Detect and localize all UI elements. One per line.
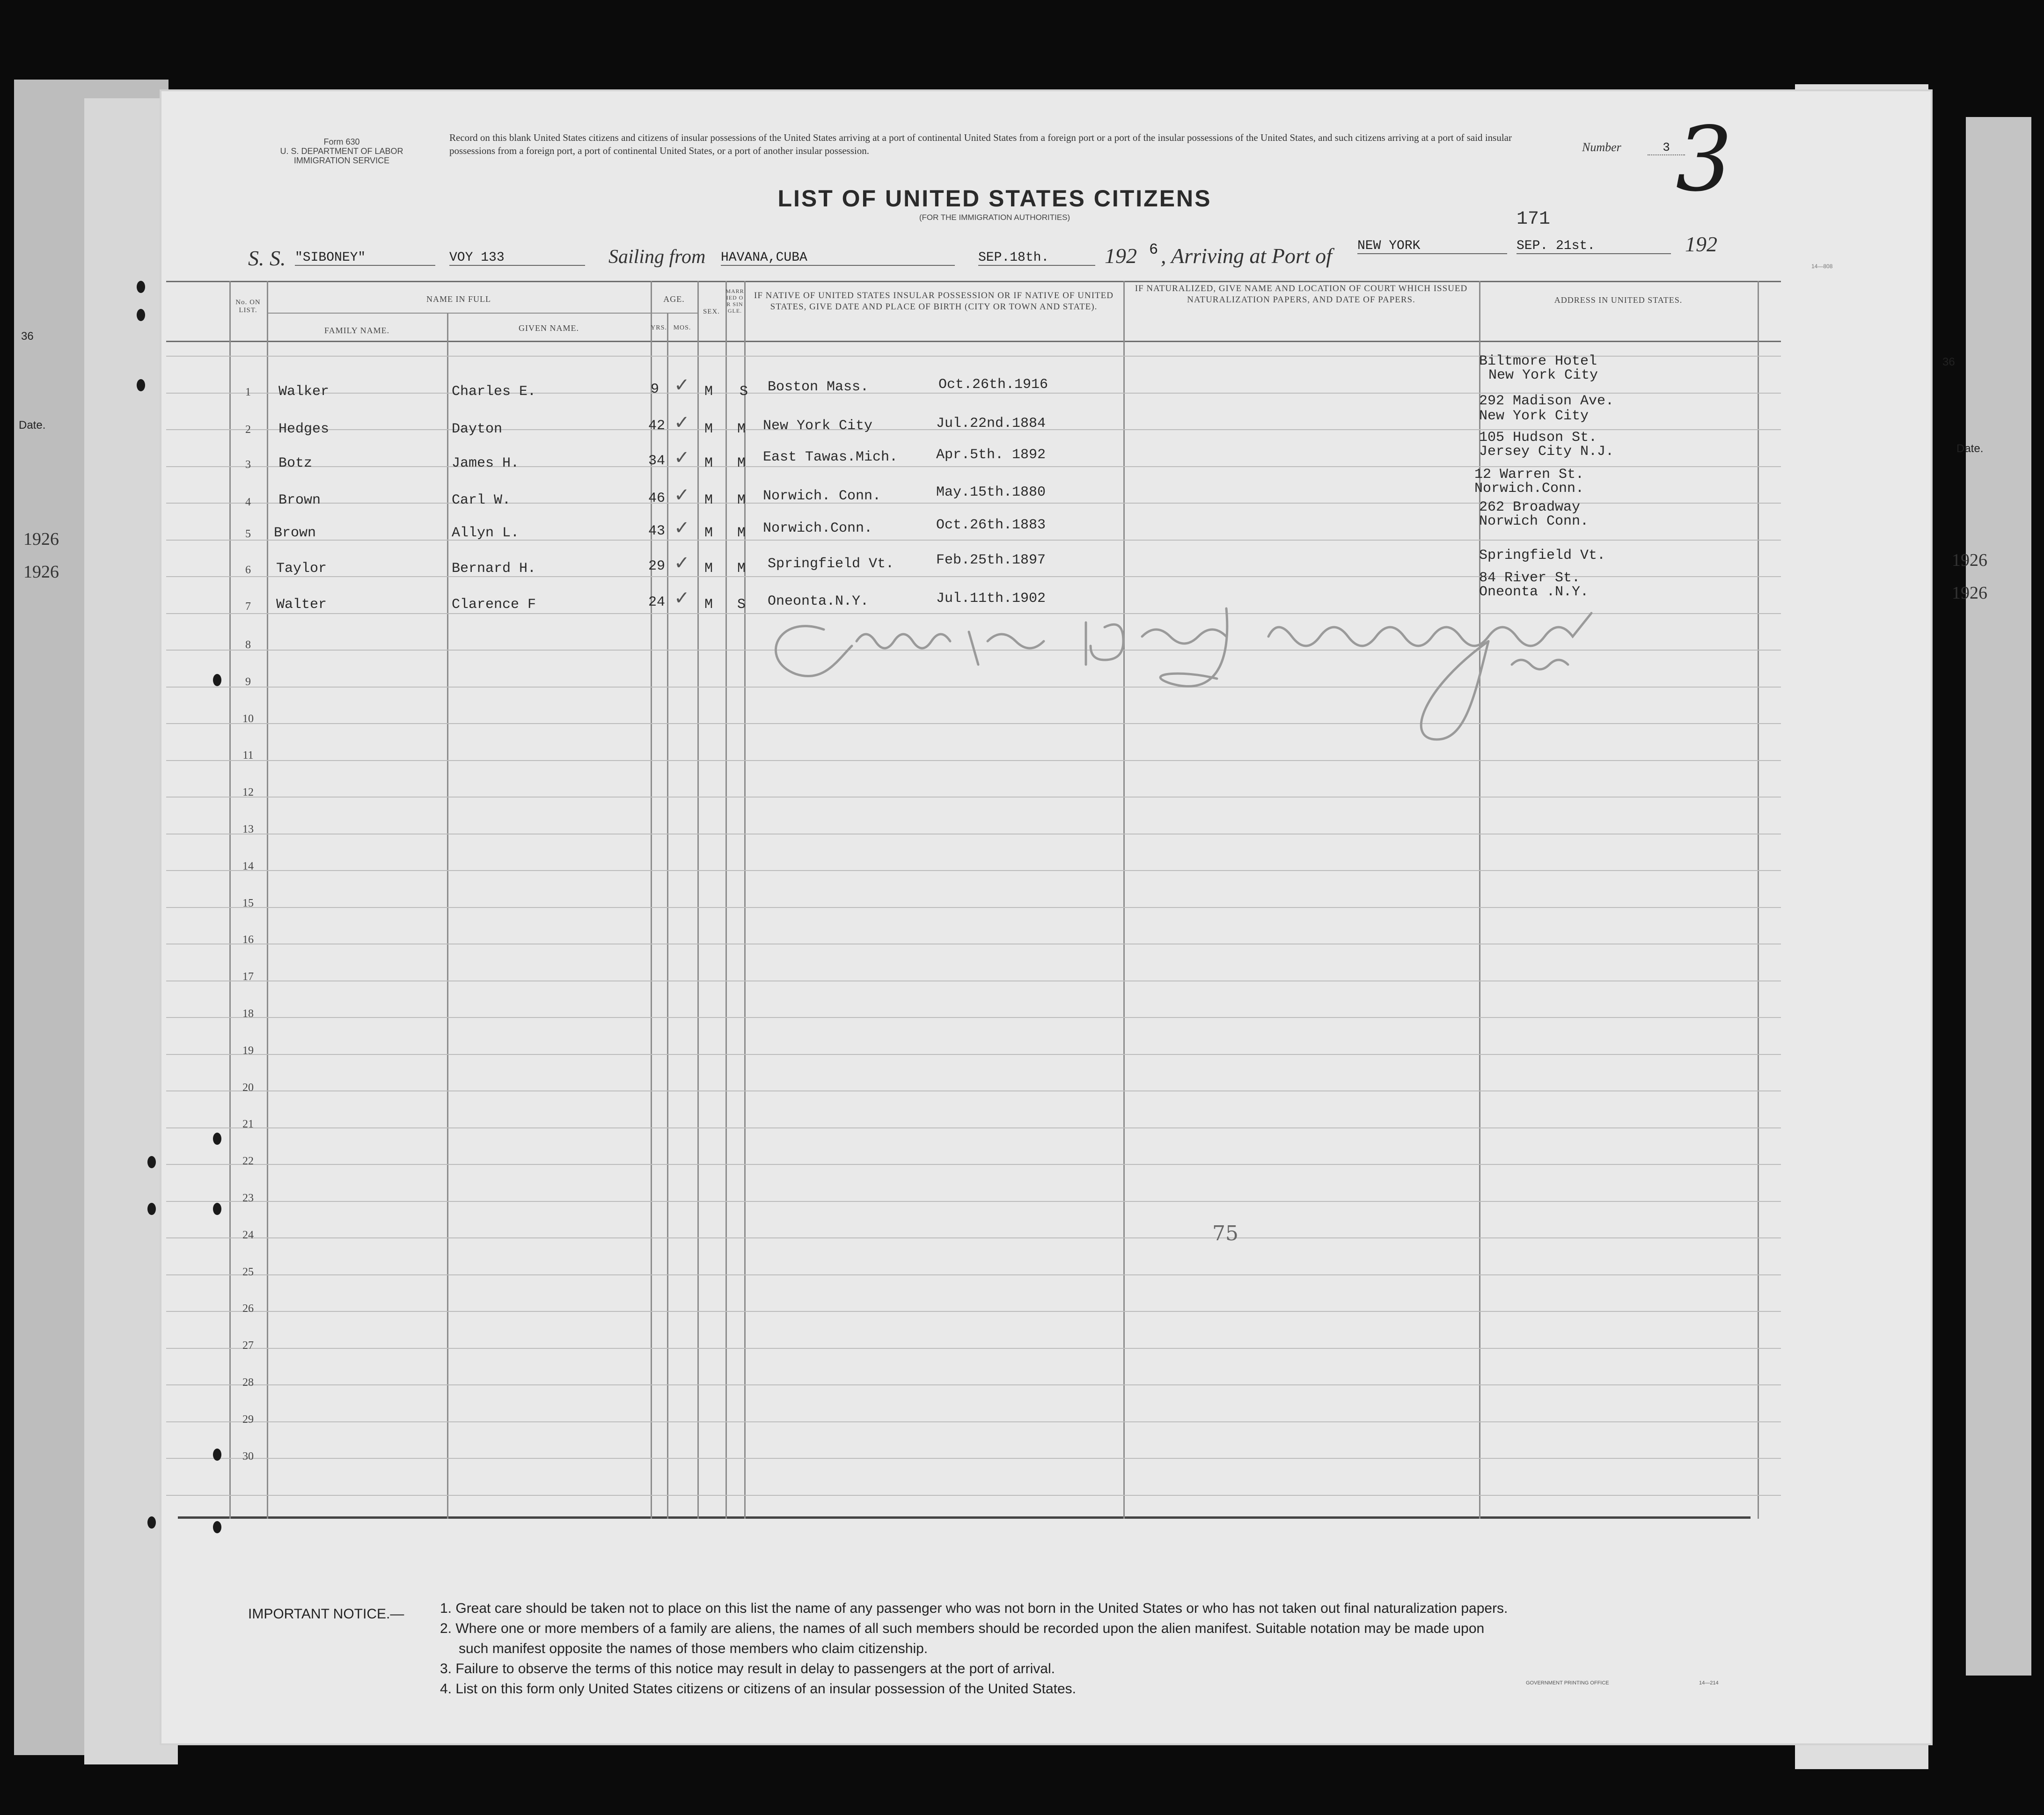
row-number: 4 xyxy=(245,496,251,508)
page-title: LIST OF UNITED STATES CITIZENS xyxy=(777,185,1212,212)
punch-hole xyxy=(213,1203,221,1215)
age-years: 29 xyxy=(648,558,666,574)
name-subheader-line xyxy=(267,313,651,314)
punch-hole xyxy=(137,309,145,321)
check-mark: ✓ xyxy=(674,484,690,506)
row-number: 20 xyxy=(242,1082,254,1094)
department: U. S. DEPARTMENT OF LABOR xyxy=(280,146,403,156)
married: M xyxy=(737,561,746,577)
printer-office-code: 14—214 xyxy=(1699,1680,1719,1686)
address-line-2: Jersey City N.J. xyxy=(1479,444,1614,460)
birth-place: Boston Mass. xyxy=(768,379,869,395)
given-name: Clarence F xyxy=(452,597,536,613)
col-header-name: NAME IN FULL xyxy=(426,294,491,304)
row-line xyxy=(166,1495,1781,1496)
sailing-label: Sailing from xyxy=(608,246,706,268)
left-year-2: 1926 xyxy=(23,562,59,582)
handwritten-annotation xyxy=(758,604,1685,744)
birth-place: Springfield Vt. xyxy=(768,556,894,572)
punch-hole xyxy=(213,1449,221,1461)
row-number: 10 xyxy=(242,713,254,725)
row-line xyxy=(166,797,1781,798)
table-header-border xyxy=(166,341,1781,342)
left-year-1: 1926 xyxy=(23,529,59,549)
row-number: 24 xyxy=(242,1229,254,1241)
punch-hole xyxy=(147,1156,156,1168)
married: M xyxy=(737,421,746,437)
row-line xyxy=(166,1384,1781,1385)
number-value: 3 xyxy=(1648,140,1685,155)
given-name: Charles E. xyxy=(452,384,536,400)
notice-heading: IMPORTANT NOTICE.— xyxy=(248,1606,404,1622)
age-years: 43 xyxy=(648,523,666,539)
sailing-from: HAVANA,CUBA xyxy=(721,250,955,266)
row-number: 2 xyxy=(245,424,251,436)
age-years: 46 xyxy=(648,490,666,506)
page-subtitle: (FOR THE IMMIGRATION AUTHORITIES) xyxy=(919,213,1070,222)
right-page-number: 36 xyxy=(1942,356,1955,368)
printer-office: GOVERNMENT PRINTING OFFICE xyxy=(1526,1680,1609,1686)
underlying-page-right xyxy=(1966,117,2031,1676)
age-years: 34 xyxy=(648,453,666,469)
age-years: 42 xyxy=(648,418,666,434)
row-number: 6 xyxy=(245,564,251,576)
married: S xyxy=(740,384,748,400)
birth-place: Norwich.Conn. xyxy=(763,520,873,536)
row-number: 3 xyxy=(245,459,251,471)
family-name: Taylor xyxy=(276,561,327,577)
birth-date: Oct.26th.1916 xyxy=(938,377,1048,393)
family-name: Walter xyxy=(276,597,327,613)
address-line-1: 262 Broadway xyxy=(1479,499,1581,515)
sex: M xyxy=(704,525,713,541)
form-number: Form 630 xyxy=(323,137,360,146)
row-line xyxy=(166,1421,1781,1422)
address-line-2: New York City xyxy=(1479,408,1589,424)
punch-hole xyxy=(137,379,145,391)
check-mark: ✓ xyxy=(674,412,690,433)
row-line xyxy=(166,1237,1781,1238)
punch-hole xyxy=(213,1521,221,1533)
row-line xyxy=(166,1017,1781,1018)
row-number: 8 xyxy=(245,639,251,651)
row-number: 28 xyxy=(242,1376,254,1389)
table-bottom-border xyxy=(178,1516,1751,1519)
check-mark: ✓ xyxy=(674,517,690,539)
sex: M xyxy=(704,561,713,577)
check-mark: ✓ xyxy=(674,552,690,574)
row-number: 29 xyxy=(242,1413,254,1426)
handwritten-number: 3 xyxy=(1676,108,1732,211)
row-line xyxy=(166,1458,1781,1459)
row-number: 17 xyxy=(242,971,254,983)
ss-label: S. S. xyxy=(248,246,286,270)
sex: M xyxy=(704,421,713,437)
number-label: Number xyxy=(1582,140,1621,154)
row-number: 25 xyxy=(242,1266,254,1278)
sex: M xyxy=(704,455,713,471)
col-line xyxy=(667,314,668,1519)
married: M xyxy=(737,492,746,508)
col-header-age: AGE. xyxy=(663,294,685,304)
family-name: Brown xyxy=(274,525,316,541)
birth-place: Oneonta.N.Y. xyxy=(768,593,869,609)
row-number: 14 xyxy=(242,860,254,872)
arriving-date: SEP. 21st. xyxy=(1517,239,1671,254)
married: M xyxy=(737,455,746,471)
col-header-mos: MOS. xyxy=(673,324,691,331)
col-header-naturalized: IF NATURALIZED, GIVE NAME AND LOCATION OF COURT WHICH ISSUED NATURALIZATION PAPERS, AND DATE OF PAPERS. xyxy=(1135,284,1468,305)
notice-item-2-cont: such manifest opposite the names of those members who claim citizenship. xyxy=(459,1641,928,1656)
birth-date: May.15th.1880 xyxy=(936,484,1046,500)
sailing-year-digit: 6 xyxy=(1149,241,1158,258)
address-line-2: Norwich.Conn. xyxy=(1474,481,1584,497)
row-line xyxy=(166,540,1781,541)
age-years: 9 xyxy=(651,381,659,397)
stamp-number: 171 xyxy=(1517,209,1551,230)
row-line xyxy=(166,1311,1781,1312)
row-number: 27 xyxy=(242,1339,254,1352)
given-name: Bernard H. xyxy=(452,561,536,577)
check-mark: ✓ xyxy=(674,447,690,468)
form-info xyxy=(262,137,421,165)
row-line xyxy=(166,870,1781,871)
row-line xyxy=(166,1201,1781,1202)
arriving-year-prefix: 192 xyxy=(1685,232,1717,256)
row-number: 12 xyxy=(242,786,254,798)
age-years: 24 xyxy=(648,594,666,610)
row-line xyxy=(166,1090,1781,1091)
right-page-date-label: Date. xyxy=(1956,442,1984,455)
row-number: 15 xyxy=(242,897,254,909)
col-header-birth: IF NATIVE OF UNITED STATES INSULAR POSSESSION OR IF NATIVE OF UNITED STATES, GIVE DATE AND PLACE OF BIRTH (CITY OR TOWN AND STATE). xyxy=(754,291,1114,312)
service: IMMIGRATION SERVICE xyxy=(293,156,390,165)
address-line-2: New York City xyxy=(1488,367,1598,383)
address-line-1: 84 River St. xyxy=(1479,570,1581,586)
sex: M xyxy=(704,384,713,400)
arriving-label: , Arriving at Port of xyxy=(1161,244,1332,268)
family-name: Walker xyxy=(278,384,330,400)
sailing-year-prefix: 192 xyxy=(1105,244,1137,268)
row-number: 22 xyxy=(242,1155,254,1167)
notice-item-1: 1. Great care should be taken not to place on this list the name of any passenger who was not born in the United States or who has not taken out final naturalization papers. xyxy=(440,1601,1508,1616)
row-line xyxy=(166,1164,1781,1165)
row-number: 30 xyxy=(242,1450,254,1463)
birth-place: New York City xyxy=(763,418,873,434)
check-mark: ✓ xyxy=(674,374,690,396)
married: M xyxy=(737,525,746,541)
printer-code: 14—808 xyxy=(1811,263,1833,270)
family-name: Brown xyxy=(278,492,321,508)
birth-date: Jul.22nd.1884 xyxy=(936,416,1046,432)
birth-date: Feb.25th.1897 xyxy=(936,552,1046,568)
handwritten-mark: 75 xyxy=(1212,1222,1238,1245)
col-header-no: No. ON LIST. xyxy=(235,299,261,314)
right-year-2: 1926 xyxy=(1952,583,1987,603)
punch-hole xyxy=(213,1133,221,1145)
check-mark: ✓ xyxy=(674,587,690,609)
table-top-border xyxy=(166,281,1781,282)
age-subheader-line xyxy=(651,313,697,314)
address-line-2: Oneonta .N.Y. xyxy=(1479,584,1589,600)
col-line xyxy=(447,314,448,1519)
given-name: Carl W. xyxy=(452,492,511,508)
punch-hole xyxy=(147,1516,156,1529)
col-header-sex: SEX. xyxy=(703,308,720,315)
row-line xyxy=(166,760,1781,761)
given-name: James H. xyxy=(452,455,520,471)
sex: M xyxy=(704,492,713,508)
row-line xyxy=(166,1348,1781,1349)
family-name: Hedges xyxy=(278,421,330,437)
row-number: 11 xyxy=(242,749,254,761)
row-number: 19 xyxy=(242,1045,254,1057)
ship-name: "SIBONEY" xyxy=(295,250,435,266)
notice-item-4: 4. List on this form only United States citizens or citizens of an insular possession of the United States. xyxy=(440,1681,1077,1697)
row-number: 26 xyxy=(242,1303,254,1315)
row-line xyxy=(166,907,1781,908)
punch-hole xyxy=(213,674,221,686)
address-line-1: 105 Hudson St. xyxy=(1479,430,1597,446)
left-page-number: 36 xyxy=(21,330,34,343)
row-number: 23 xyxy=(242,1192,254,1204)
sex: M xyxy=(704,597,713,613)
notice-item-3: 3. Failure to observe the terms of this notice may result in delay to passengers at the port of arrival. xyxy=(440,1661,1055,1676)
married: S xyxy=(737,597,746,613)
right-year-1: 1926 xyxy=(1952,550,1987,570)
punch-hole xyxy=(137,281,145,293)
form-instructions: Record on this blank United States citizens and citizens of insular possessions of the United States arriving at a port of continental United States from a foreign port or a port of the insular possessions of the United States, and such citizens arriving at a port of said insular possessions from a foreign port, a port of continental United States, or a port of another insular possession. xyxy=(449,132,1512,156)
col-header-yrs: YRS. xyxy=(651,324,667,331)
birth-date: Oct.26th.1883 xyxy=(936,517,1046,533)
row-line xyxy=(166,1054,1781,1055)
family-name: Botz xyxy=(278,455,313,471)
given-name: Allyn L. xyxy=(452,525,520,541)
birth-date: Jul.11th.1902 xyxy=(936,591,1046,607)
birth-place: Norwich. Conn. xyxy=(763,488,881,504)
given-name: Dayton xyxy=(452,421,503,437)
row-number: 16 xyxy=(242,934,254,946)
address-line-1: Biltmore Hotel xyxy=(1479,353,1597,369)
col-header-given: GIVEN NAME. xyxy=(519,323,579,333)
row-number: 21 xyxy=(242,1118,254,1130)
arriving-port: NEW YORK xyxy=(1357,239,1507,254)
voyage-number: VOY 133 xyxy=(449,250,585,266)
notice-item-2: 2. Where one or more members of a family are aliens, the names of all such members should be recorded upon the alien manifest. Suitable notation may be made upon xyxy=(440,1621,1485,1636)
row-number: 7 xyxy=(245,600,251,613)
row-line xyxy=(166,1274,1781,1275)
address-line-1: Springfield Vt. xyxy=(1479,548,1606,564)
address-line-1: 12 Warren St. xyxy=(1474,467,1584,483)
col-header-family: FAMILY NAME. xyxy=(324,326,390,335)
birth-date: Apr.5th. 1892 xyxy=(936,447,1046,463)
address-line-1: 292 Madison Ave. xyxy=(1479,393,1614,409)
left-page-date-label: Date. xyxy=(19,419,46,432)
row-number: 18 xyxy=(242,1008,254,1020)
address-line-2: Norwich Conn. xyxy=(1479,513,1589,529)
col-header-married: MARRIED OR SINGLE. xyxy=(725,288,744,314)
birth-place: East Tawas.Mich. xyxy=(763,449,898,465)
col-header-address: ADDRESS IN UNITED STATES. xyxy=(1554,295,1683,305)
row-line xyxy=(166,1127,1781,1128)
row-number: 9 xyxy=(245,676,251,688)
row-number: 5 xyxy=(245,528,251,540)
row-number: 1 xyxy=(245,386,251,398)
punch-hole xyxy=(147,1203,156,1215)
sailing-date: SEP.18th. xyxy=(978,250,1095,266)
row-number: 13 xyxy=(242,823,254,835)
